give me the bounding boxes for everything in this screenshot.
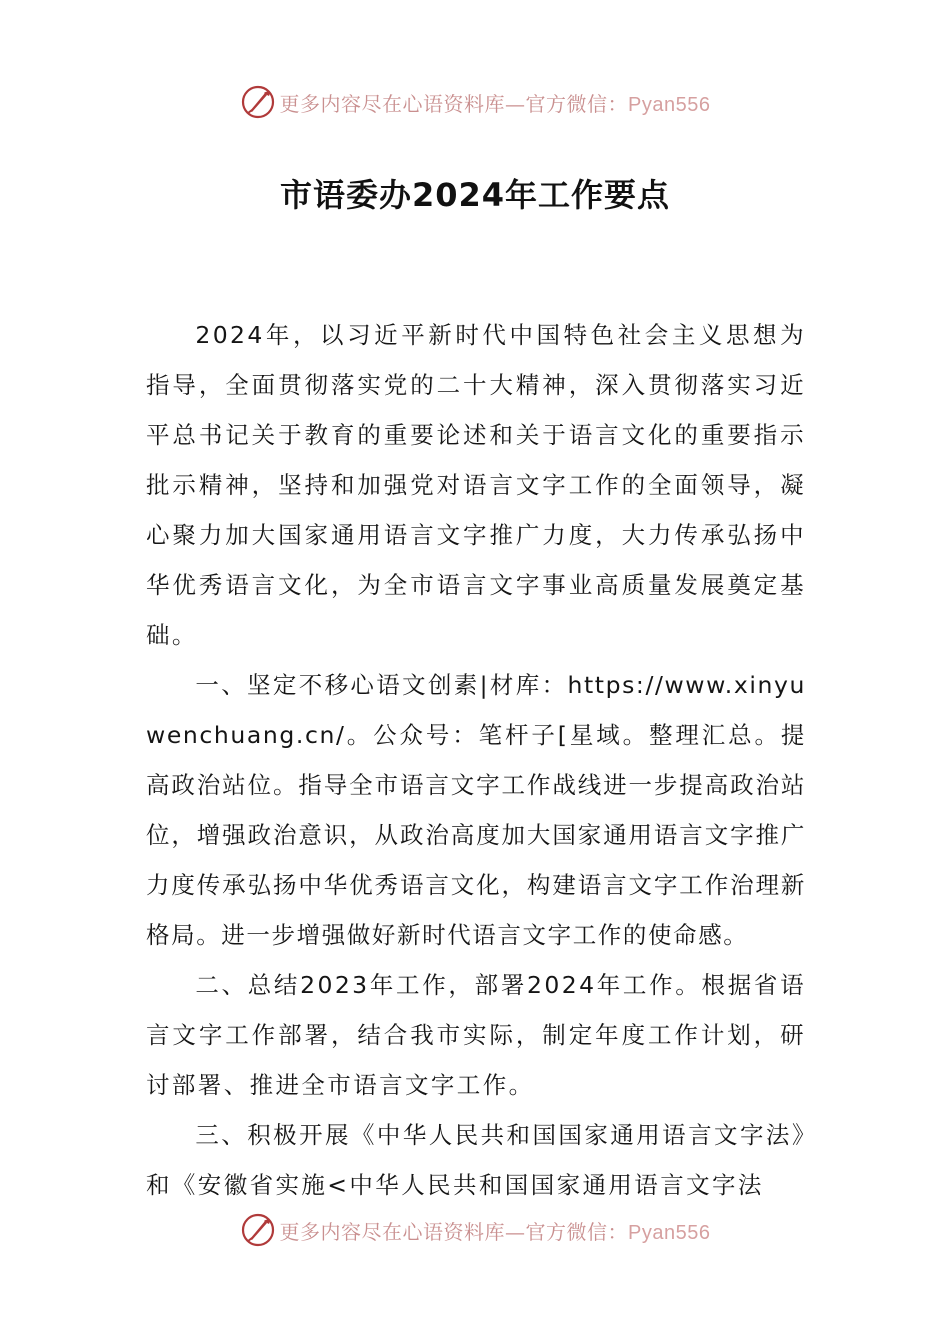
watermark-prefix: 更多内容尽在心语资料库—官方微信： [279, 91, 629, 116]
intro-paragraph: 2024年，以习近平新时代中国特色社会主义思想为指导，全面贯彻落实党的二十大精神，深入贯彻落实习近平总书记关于教育的重要论述和关于语言文化的重要指示批示精神，坚持和加强党对语言文字工作的全面领导，凝心聚力加大国家通用语言文字推广力度，大力传承弘扬中华优秀语言文化，为全市语言文字事业高质量发展奠定基础。 [146, 321, 806, 649]
watermark-prefix: 更多内容尽在心语资料库—官方微信： [279, 1219, 629, 1244]
section-three-paragraph: 三、积极开展《中华人民共和国国家通用语言文字法》和《安徽省实施<中华人民共和国国家通用语言文字法 [146, 1121, 806, 1199]
wechat-id: Pyan556 [628, 1221, 711, 1244]
watermark-text [280, 1216, 711, 1245]
wechat-id: Pyan556 [628, 93, 711, 116]
watermark-text [280, 88, 711, 117]
document-title: 市语委办2024年工作要点 [279, 176, 671, 214]
quill-logo-icon [240, 84, 276, 120]
quill-logo-icon [240, 1212, 276, 1248]
footer-watermark-banner [0, 1210, 950, 1250]
section-one-paragraph: 一、坚定不移心语文创素|材库：https://www.xinyuwenchuang.cn/。公众号：笔杆子[星域。整理汇总。提高政治站位。指导全市语言文字工作战线进一步提高政治站位，增强政治意识，从政治高度加大国家通用语言文字推广力度传承弘扬中华优秀语言文化，构建语言文字工作治理新格局。进一步增强做好新时代语言文字工作的使命感。 [146, 671, 806, 949]
section-two-paragraph: 二、总结2023年工作，部署2024年工作。根据省语言文字工作部署，结合我市实际，制定年度工作计划，研讨部署、推进全市语言文字工作。 [146, 971, 806, 1099]
header-watermark-banner [0, 82, 950, 122]
document-body [146, 310, 806, 1210]
